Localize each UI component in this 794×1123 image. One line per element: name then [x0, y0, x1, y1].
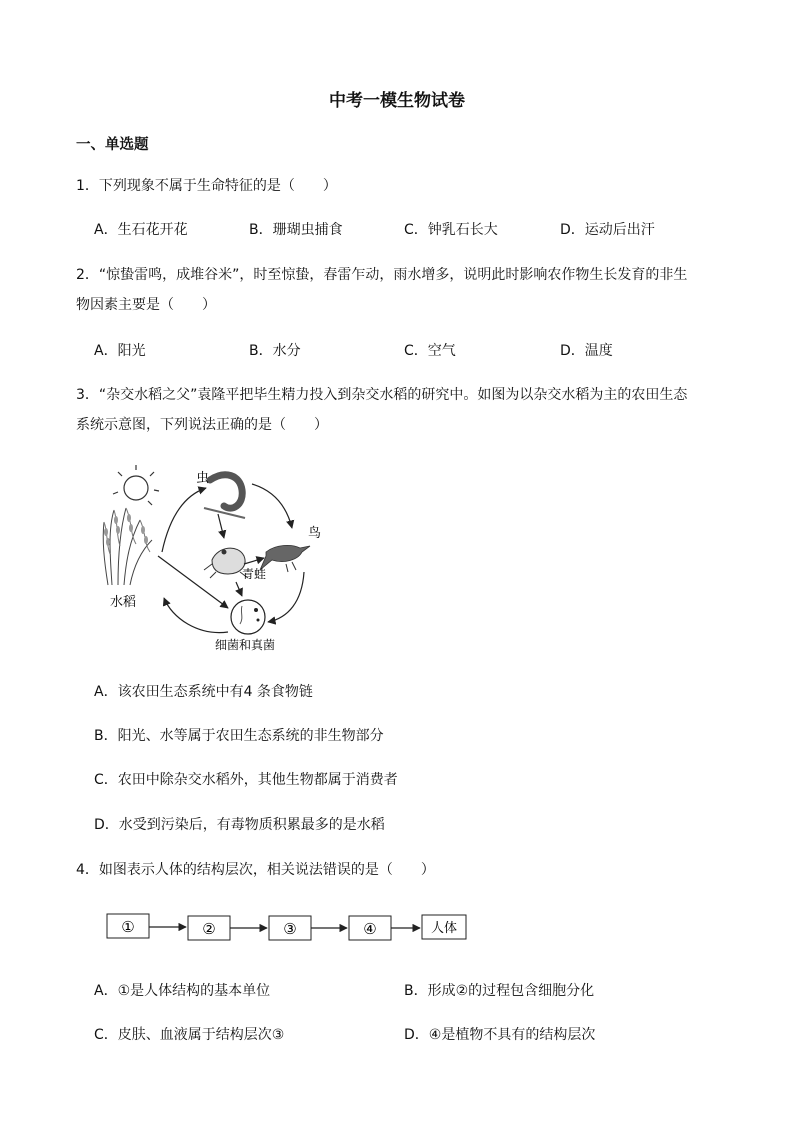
- question-3-option-d: D．水受到污染后，有毒物质积累最多的是水稻: [94, 817, 385, 833]
- question-3-stem-line-2: 系统示意图，下列说法正确的是（ ）: [76, 417, 328, 433]
- level-label-human: 人体: [430, 921, 458, 936]
- question-2-stem-line-1: 2．“惊蛰雷鸣，成堆谷米”，时至惊蛰，春雷乍动，雨水增多，说明此时影响农作物生长发育的非生: [76, 267, 688, 283]
- label-insect: 虫: [196, 471, 210, 486]
- question-4-option-d: D．④是植物不具有的结构层次: [404, 1027, 596, 1043]
- caterpillar-icon: [204, 475, 245, 518]
- question-1-option-b: B．珊瑚虫捕食: [249, 222, 343, 238]
- question-2-option-d: D．温度: [560, 343, 613, 359]
- bird-icon: [260, 545, 310, 572]
- decomposer-circle-icon: [231, 600, 265, 634]
- question-1-stem: 1．下列现象不属于生命特征的是（ ）: [76, 178, 337, 194]
- question-1-option-c: C．钟乳石长大: [404, 222, 498, 238]
- section-heading: 一、单选题: [76, 137, 149, 153]
- question-4-option-c: C．皮肤、血液属于结构层次③: [94, 1027, 285, 1043]
- question-4-stem: 4．如图表示人体的结构层次，相关说法错误的是（ ）: [76, 862, 435, 878]
- level-label-3: ③: [283, 920, 297, 938]
- question-2-option-a: A．阳光: [94, 343, 146, 359]
- level-label-1: ①: [121, 918, 135, 936]
- page-title: 中考一模生物试卷: [329, 91, 465, 111]
- question-4-option-b: B．形成②的过程包含细胞分化: [404, 983, 595, 999]
- question-2-option-b: B．水分: [249, 343, 301, 359]
- question-2-stem-line-2: 物因素主要是（ ）: [76, 297, 216, 313]
- question-3-option-c: C．农田中除杂交水稻外，其他生物都属于消费者: [94, 772, 398, 788]
- label-rice: 水稻: [110, 595, 137, 610]
- question-3-option-b: B．阳光、水等属于农田生态系统的非生物部分: [94, 728, 384, 744]
- level-label-4: ④: [363, 920, 377, 938]
- question-3-option-a: A．该农田生态系统中有4 条食物链: [94, 684, 313, 700]
- label-bird: 鸟: [308, 526, 322, 541]
- question-3-stem-line-1: 3．“杂交水稻之父”袁隆平把毕生精力投入到杂交水稻的研究中。如图为以杂交水稻为主的农田生态: [76, 387, 688, 403]
- level-label-2: ②: [202, 920, 216, 938]
- question-4-option-a: A．①是人体结构的基本单位: [94, 983, 271, 999]
- rice-plant-icon: [103, 508, 152, 585]
- label-frog: 青蛙: [242, 567, 267, 581]
- sun-icon: [113, 465, 159, 505]
- ecosystem-diagram: [100, 460, 340, 660]
- label-decomposer: 细菌和真菌: [215, 638, 276, 652]
- question-1-option-d: D．运动后出汗: [560, 222, 655, 238]
- structure-level-diagram: [100, 908, 480, 948]
- question-1-option-a: A．生石花开花: [94, 222, 188, 238]
- question-2-option-c: C．空气: [404, 343, 456, 359]
